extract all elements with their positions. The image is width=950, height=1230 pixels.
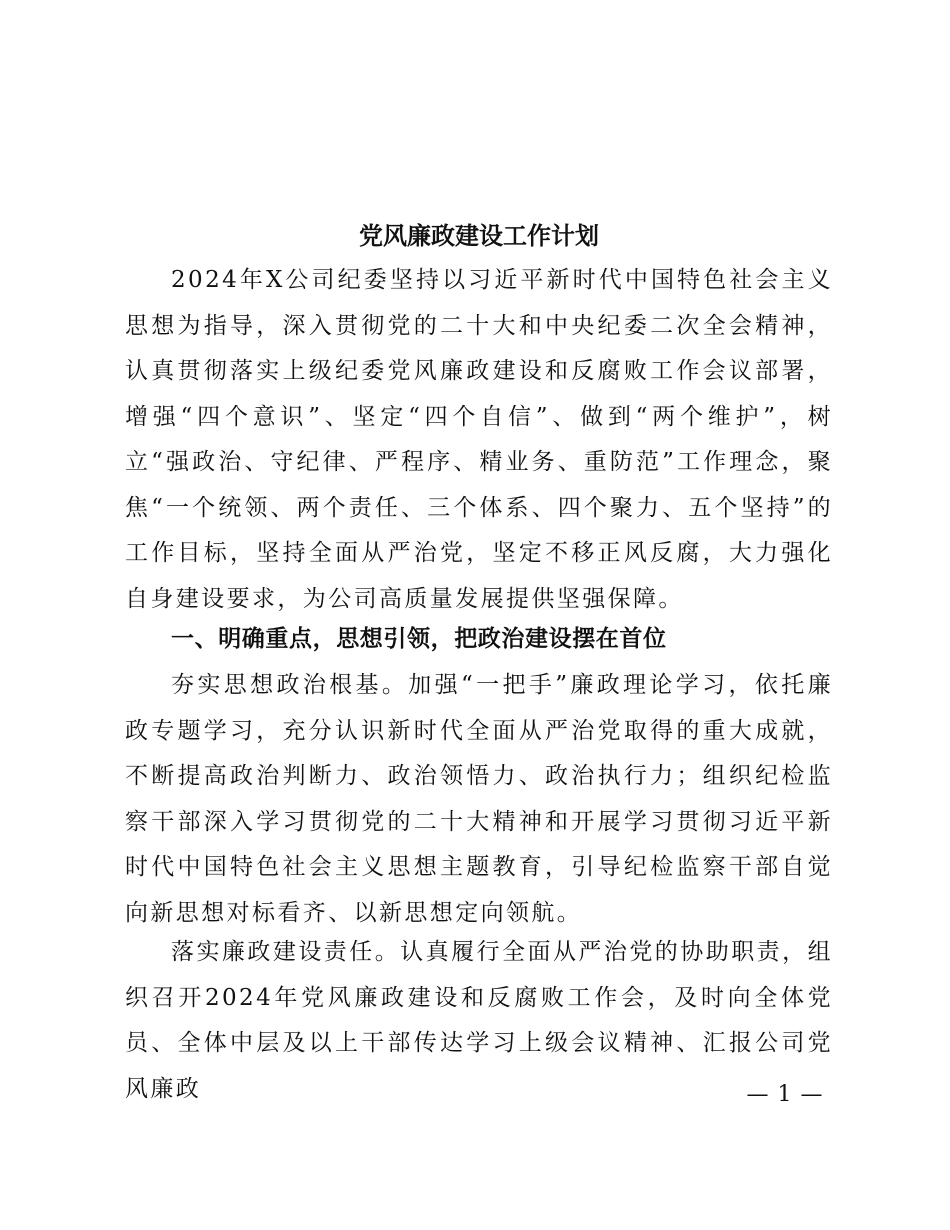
- body-paragraph-political-foundation: 夯实思想政治根基。加强“一把手”廉政理论学习，依托廉政专题学习，充分认识新时代全面从严治党取得的重大成就，不断提高政治判断力、政治领悟力、政治执行力；组织纪检监察干部深入学习贯彻党的二十大精神和开展学习贯彻习近平新时代中国特色社会主义思想主题教育，引导纪检监察干部自觉向新思想对标看齐、以新思想定向领航。: [125, 672, 833, 926]
- intro-paragraph: 2024年X公司纪委坚持以习近平新时代中国特色社会主义思想为指导，深入贯彻党的二十大和中央纪委二次全会精神，认真贯彻落实上级纪委党风廉政建设和反腐败工作会议部署，增强“四个意识”、坚定“四个自信”、做到“两个维护”，树立“强政治、守纪律、严程序、精业务、重防范”工作理念，聚焦“一个统领、两个责任、三个体系、四个聚力、五个坚持”的工作目标，坚持全面从严治党，坚定不移正风反腐，大力强化自身建设要求，为公司高质量发展提供坚强保障。: [125, 267, 833, 612]
- page-number: — 1 —: [746, 1082, 824, 1107]
- body-paragraph-responsibility: 落实廉政建设责任。认真履行全面从严治党的协助职责，组织召开2024年党风廉政建设和反腐败工作会，及时向全体党员、全体中层及以上干部传达学习上级会议精神、汇报公司党风廉政: [125, 939, 833, 1102]
- section-heading: 一、明确重点，思想引领，把政治建设摆在首位: [171, 626, 667, 652]
- document-title: 党风廉政建设工作计划: [359, 221, 599, 250]
